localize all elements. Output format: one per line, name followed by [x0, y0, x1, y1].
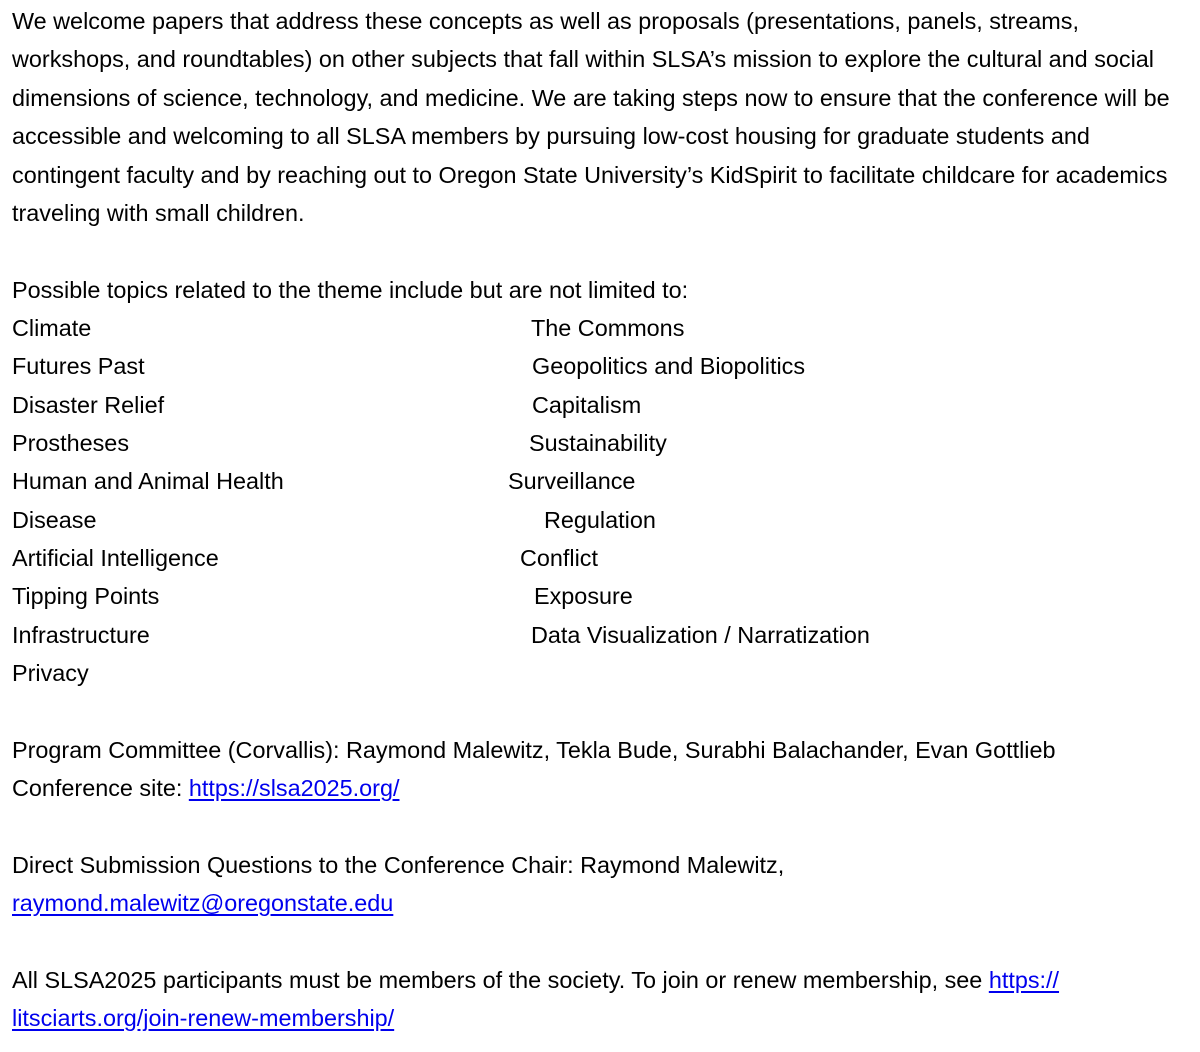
- chair-email-link[interactable]: raymond.malewitz@oregonstate.edu: [12, 890, 394, 916]
- topic-item: Tipping Points: [12, 583, 160, 609]
- topic-item: Sustainability: [529, 430, 667, 456]
- membership-text: All SLSA2025 participants must be members of the society. To join or renew membership, see: [12, 967, 989, 993]
- intro-paragraph: We welcome papers that address these concepts as well as proposals (presentations, panels, streams, workshops, and roundtables) on other subjects that fall within SLSA’s mission to explore the cultural and social dimensions of science, technology, and medicine. We are taking steps now to ensure that the conference will be accessible and welcoming to all SLSA members by pursuing low-cost housing for graduate students and contingent faculty and by reaching out to Oregon State University’s KidSpirit to facilitate childcare for academics traveling with small children.: [12, 8, 1170, 227]
- topic-item: Artificial Intelligence: [12, 545, 219, 571]
- topic-item: Privacy: [12, 660, 89, 686]
- membership-link-part2: litsciarts.org/join-renew-membership/: [12, 1005, 395, 1032]
- chair-email-line: [12, 884, 393, 922]
- topic-item: Disaster Relief: [12, 392, 165, 418]
- conference-site-line: [12, 769, 399, 807]
- topic-item: Surveillance: [508, 468, 636, 494]
- topic-item: Geopolitics and Biopolitics: [532, 353, 806, 379]
- membership-link-part1: https://: [988, 967, 1060, 993]
- topic-item: Data Visualization / Narratization: [531, 622, 870, 648]
- conference-site-link[interactable]: https://slsa2025.org/: [188, 775, 400, 801]
- topic-item: Exposure: [534, 583, 633, 609]
- topic-item: Regulation: [544, 507, 656, 533]
- topic-item: Climate: [12, 315, 92, 341]
- topic-item: Disease: [12, 507, 97, 533]
- topic-item: The Commons: [531, 315, 685, 341]
- program-committee: Program Committee (Corvallis): Raymond Malewitz, Tekla Bude, Surabhi Balachander, Evan Gottlieb: [12, 737, 1056, 763]
- submission-questions: Direct Submission Questions to the Conference Chair: Raymond Malewitz,: [12, 852, 785, 878]
- topic-item: Futures Past: [12, 353, 145, 379]
- topic-item: Infrastructure: [12, 622, 150, 648]
- topic-item: Prostheses: [12, 430, 130, 456]
- conference-site-label: Conference site:: [12, 775, 189, 801]
- topics-lead: Possible topics related to the theme include but are not limited to:: [12, 277, 689, 303]
- topic-item: Conflict: [520, 545, 598, 571]
- membership-paragraph: [12, 961, 1192, 1038]
- topic-item: Human and Animal Health: [12, 468, 284, 494]
- topic-item: Capitalism: [532, 392, 642, 418]
